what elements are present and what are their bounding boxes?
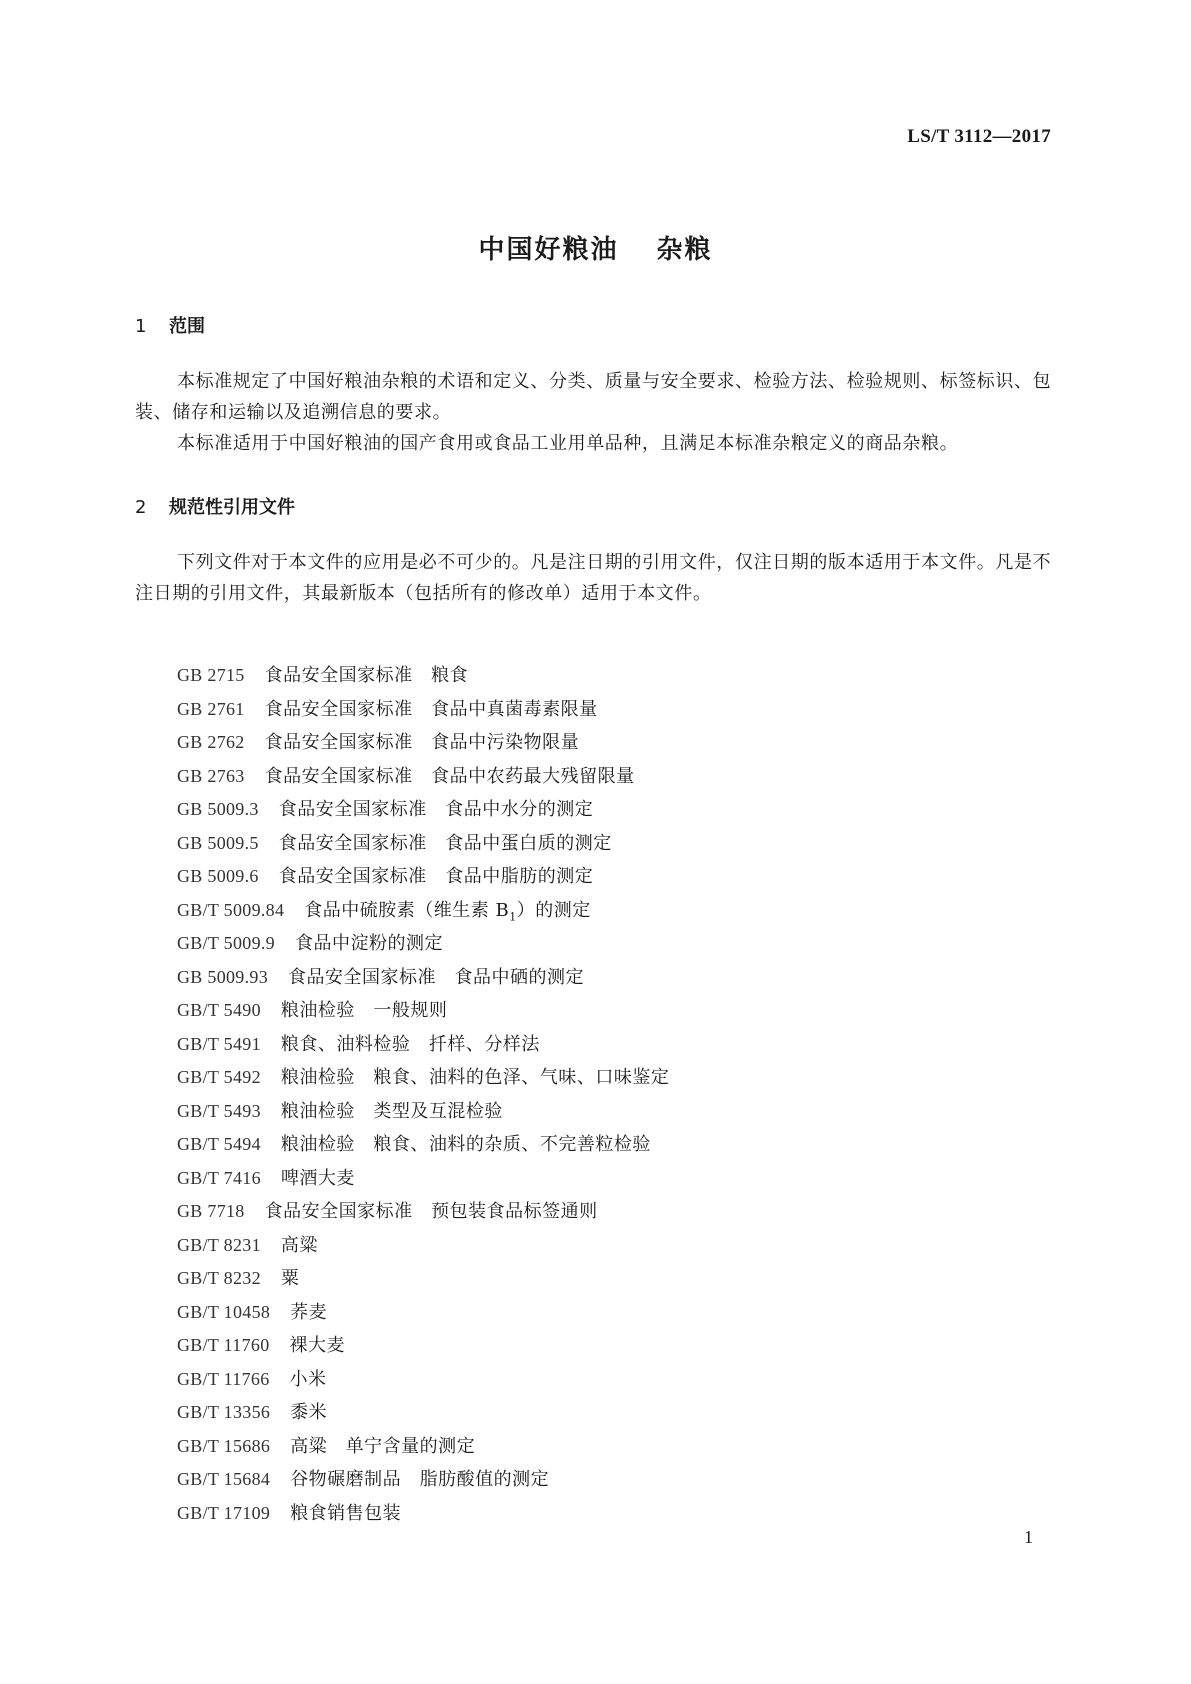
reference-item <box>177 1195 669 1229</box>
reference-code: GB/T 5493 <box>177 1100 261 1121</box>
document-title <box>0 229 1191 266</box>
reference-title: 食品安全国家标准 食品中水分的测定 <box>278 799 594 820</box>
reference-item <box>177 1061 669 1095</box>
title-main: 中国好粮油 <box>478 235 619 265</box>
reference-code: GB/T 5494 <box>177 1134 261 1154</box>
reference-item <box>177 1463 669 1497</box>
reference-item <box>177 1128 669 1162</box>
reference-code: GB/T 5009.9 <box>177 933 275 953</box>
reference-item <box>177 860 669 894</box>
section-title: 范围 <box>169 316 205 337</box>
reference-title: 粮食销售包装 <box>290 1502 402 1524</box>
reference-code: GB/T 5009.84 <box>177 899 285 920</box>
reference-title: 啤酒大麦 <box>280 1167 355 1189</box>
reference-item <box>177 1363 669 1397</box>
reference-title: 食品中硫胺素（维生素 B <box>304 899 510 921</box>
reference-code: GB 2762 <box>177 732 245 752</box>
reference-code: GB 5009.3 <box>177 799 259 819</box>
reference-item <box>177 894 669 928</box>
reference-title: 荞麦 <box>290 1301 328 1323</box>
page-number: 1 <box>1024 1527 1033 1547</box>
reference-code: GB/T 11760 <box>177 1335 270 1355</box>
reference-title: 食品安全国家标准 食品中污染物限量 <box>264 732 580 753</box>
standard-code: LS/T 3112—2017 <box>907 126 1051 147</box>
reference-code: GB/T 15684 <box>177 1469 271 1489</box>
reference-code: GB 5009.5 <box>177 832 259 853</box>
reference-title: 高粱 <box>280 1234 318 1256</box>
reference-item <box>177 693 669 727</box>
reference-item <box>177 760 669 794</box>
reference-item <box>177 726 669 760</box>
reference-item <box>177 1229 669 1263</box>
reference-title: 食品安全国家标准 食品中真菌毒素限量 <box>264 698 598 720</box>
reference-item <box>177 1028 669 1062</box>
reference-item <box>177 1329 669 1363</box>
reference-code: GB/T 8231 <box>177 1234 261 1255</box>
reference-item <box>177 793 669 827</box>
reference-title: 粮油检验 类型及互混检验 <box>280 1100 503 1122</box>
reference-item <box>177 1262 669 1296</box>
section-number: 2 <box>135 497 147 518</box>
section-1-heading <box>135 312 205 338</box>
reference-code: GB/T 15686 <box>177 1435 271 1456</box>
reference-title: 食品安全国家标准 食品中农药最大残留限量 <box>264 765 635 787</box>
section-2-paragraph: 下列文件对于本文件的应用是必不可少的。凡是注日期的引用文件，仅注日期的版本适用于本文件。凡是不注日期的引用文件，其最新版本（包括所有的修改单）适用于本文件。 <box>135 552 1052 604</box>
reference-item <box>177 1497 669 1531</box>
reference-list <box>177 659 669 1530</box>
reference-code: GB/T 5491 <box>177 1033 261 1054</box>
section-1-paragraph: 本标准规定了中国好粮油杂粮的术语和定义、分类、质量与安全要求、检验方法、检验规则、标签标识、包装、储存和运输以及追溯信息的要求。 <box>135 371 1052 423</box>
section-2-heading <box>135 493 295 519</box>
reference-item <box>177 994 669 1028</box>
reference-title: 食品安全国家标准 预包装食品标签通则 <box>264 1201 598 1222</box>
reference-code: GB/T 8232 <box>177 1268 261 1288</box>
section-1-paragraph: 本标准适用于中国好粮油的国产食用或食品工业用单品种，且满足本标准杂粮定义的商品杂粮。 <box>177 433 959 454</box>
reference-code: GB 2763 <box>177 765 245 786</box>
reference-title: 高粱 单宁含量的测定 <box>290 1435 476 1457</box>
reference-code: GB 5009.6 <box>177 866 259 886</box>
reference-title: 食品中淀粉的测定 <box>294 933 443 954</box>
reference-code: GB/T 10458 <box>177 1301 271 1322</box>
reference-code: GB 5009.93 <box>177 966 269 987</box>
reference-title: 粮油检验 粮食、油料的色泽、气味、口味鉴定 <box>280 1067 670 1088</box>
title-sub: 杂粮 <box>656 235 713 265</box>
reference-title: 粟 <box>280 1268 300 1289</box>
reference-title: 食品安全国家标准 食品中脂肪的测定 <box>278 866 594 887</box>
reference-item <box>177 1162 669 1196</box>
section-number: 1 <box>135 316 147 337</box>
reference-title: 粮油检验 一般规则 <box>280 1000 448 1021</box>
reference-title: 食品安全国家标准 粮食 <box>264 665 469 686</box>
reference-item <box>177 1296 669 1330</box>
reference-item <box>177 1430 669 1464</box>
reference-code: GB 7718 <box>177 1201 245 1221</box>
reference-title: 小米 <box>289 1368 327 1390</box>
reference-code: GB/T 11766 <box>177 1368 270 1389</box>
reference-code: GB/T 13356 <box>177 1402 271 1422</box>
section-title: 规范性引用文件 <box>169 497 295 518</box>
reference-item <box>177 1396 669 1430</box>
reference-code: GB/T 17109 <box>177 1502 271 1523</box>
reference-title-suffix: ）的测定 <box>516 899 591 921</box>
reference-title: 裸大麦 <box>289 1335 346 1356</box>
reference-title: 粮油检验 粮食、油料的杂质、不完善粒检验 <box>280 1134 651 1155</box>
reference-title: 食品安全国家标准 食品中蛋白质的测定 <box>278 832 612 854</box>
reference-item <box>177 961 669 995</box>
reference-code: GB/T 7416 <box>177 1167 261 1188</box>
reference-code: GB/T 5492 <box>177 1067 261 1087</box>
reference-subscript: 1 <box>509 910 517 924</box>
reference-code: GB 2715 <box>177 665 245 685</box>
reference-item <box>177 1095 669 1129</box>
reference-code: GB/T 5490 <box>177 1000 261 1020</box>
reference-code: GB 2761 <box>177 698 245 719</box>
reference-title: 黍米 <box>290 1402 328 1423</box>
reference-title: 食品安全国家标准 食品中硒的测定 <box>288 966 585 988</box>
reference-title: 谷物碾磨制品 脂肪酸值的测定 <box>290 1469 550 1490</box>
reference-title: 粮食、油料检验 扦样、分样法 <box>280 1033 540 1055</box>
reference-item <box>177 927 669 961</box>
reference-item <box>177 827 669 861</box>
reference-item <box>177 659 669 693</box>
